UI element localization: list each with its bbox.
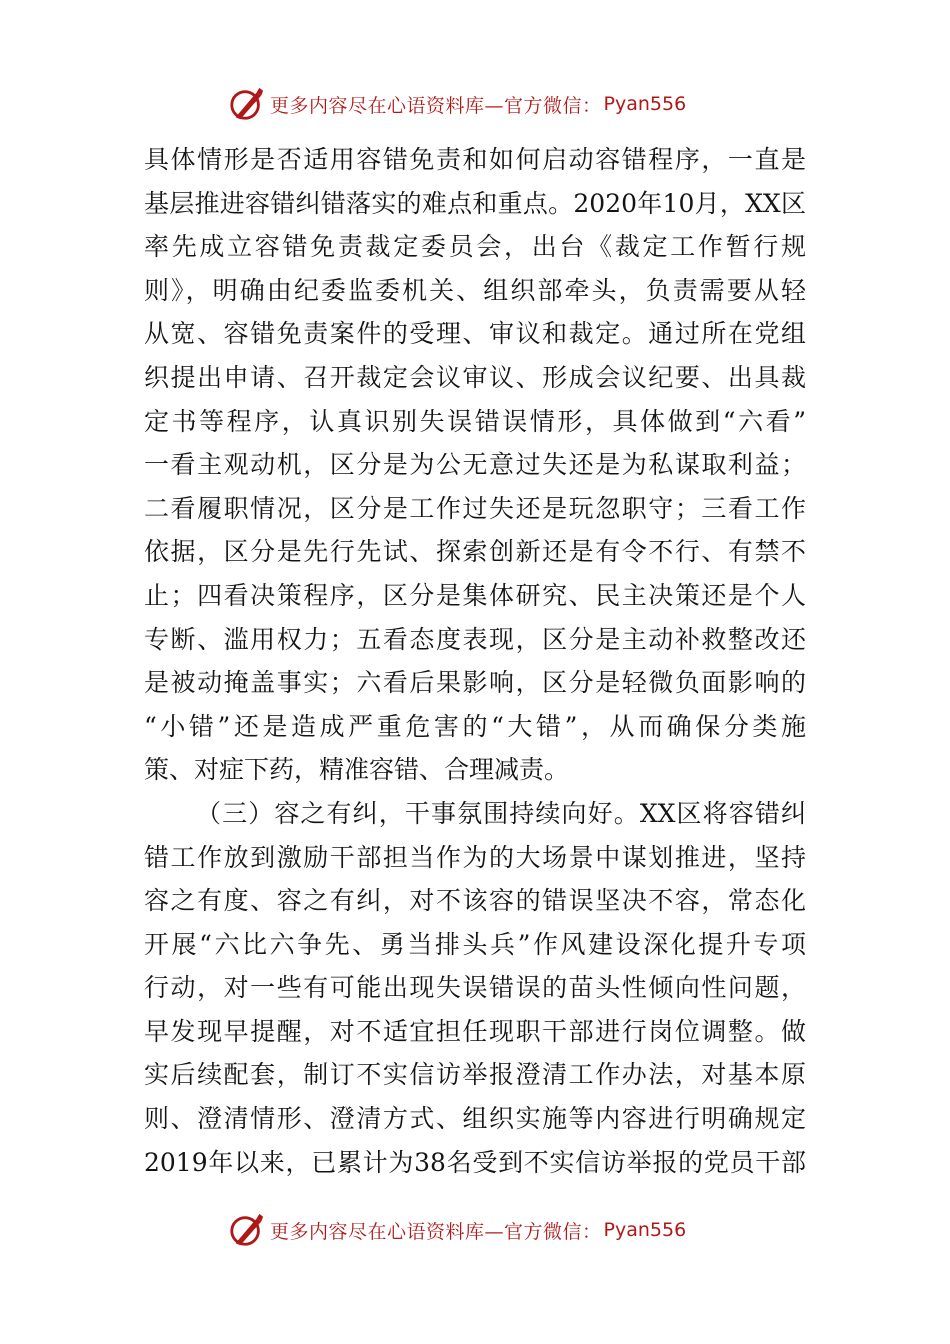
text-line: 具体情形是否适用容错免责和如何启动容错程序，一直是 <box>144 145 806 174</box>
text-line: 一看主观动机，区分是为公无意过失还是为私谋取利益； <box>144 450 806 480</box>
text-line: 错工作放到激励干部担当作为的大场景中谋划推进，坚持 <box>144 842 806 872</box>
section-heading-line: （三）容之有纠，干事氛围持续向好。XX区将容错纠 <box>196 798 806 828</box>
text-line: 实后续配套，制订不实信访举报澄清工作办法，对基本原 <box>144 1060 806 1090</box>
text-line: 从宽、容错免责案件的受理、审议和裁定。通过所在党组 <box>144 319 806 349</box>
watermark-wechat-id: Pyan556 <box>603 1219 687 1241</box>
pen-circle-logo-icon <box>228 1211 266 1249</box>
watermark-text: 更多内容尽在心语资料库—官方微信： <box>270 94 602 117</box>
text-line: 开展“六比六争先、勇当排头兵”作风建设深化提升专项 <box>144 929 806 959</box>
text-line: 定书等程序，认真识别失误错误情形，具体做到“六看” <box>144 406 806 436</box>
text-line: 织提出申请、召开裁定会议审议、形成会议纪要、出具裁 <box>144 362 806 392</box>
text-line-paragraph-end: 策、对症下药，精准容错、合理减责。 <box>144 755 570 785</box>
pen-circle-logo-icon <box>228 85 266 123</box>
text-line: 2019年以来，已累计为38名受到不实信访举报的党员干部 <box>144 1147 806 1177</box>
text-line: 容之有度、容之有纠，对不该容的错误坚决不容，常态化 <box>144 886 806 916</box>
header-watermark <box>228 82 748 126</box>
text-line: 二看履职情况，区分是工作过失还是玩忽职守；三看工作 <box>144 493 806 523</box>
watermark-text: 更多内容尽在心语资料库—官方微信： <box>270 1220 602 1243</box>
text-line: 则、澄清情形、澄清方式、组织实施等内容进行明确规定 <box>144 1104 806 1134</box>
text-line: 止；四看决策程序，区分是集体研究、民主决策还是个人 <box>144 580 806 610</box>
text-line: 依据，区分是先行先试、探索创新还是有令不行、有禁不 <box>144 537 806 567</box>
document-body <box>144 138 806 1184</box>
footer-watermark <box>228 1208 748 1252</box>
text-line: 早发现早提醒，对不适宜担任现职干部进行岗位调整。做 <box>144 1016 806 1046</box>
text-line: 是被动掩盖事实；六看后果影响，区分是轻微负面影响的 <box>144 668 806 698</box>
text-line: “小错”还是造成严重危害的“大错”，从而确保分类施 <box>144 711 806 741</box>
text-line: 基层推进容错纠错落实的难点和重点。2020年10月，XX区 <box>144 188 806 218</box>
text-line: 则》，明确由纪委监委机关、组织部牵头，负责需要从轻 <box>144 275 806 305</box>
text-line: 行动，对一些有可能出现失误错误的苗头性倾向性问题， <box>144 973 806 1003</box>
text-line: 率先成立容错免责裁定委员会，出台《裁定工作暂行规 <box>144 232 806 262</box>
text-line: 专断、滥用权力；五看态度表现，区分是主动补救整改还 <box>144 624 806 654</box>
watermark-wechat-id: Pyan556 <box>603 93 687 115</box>
